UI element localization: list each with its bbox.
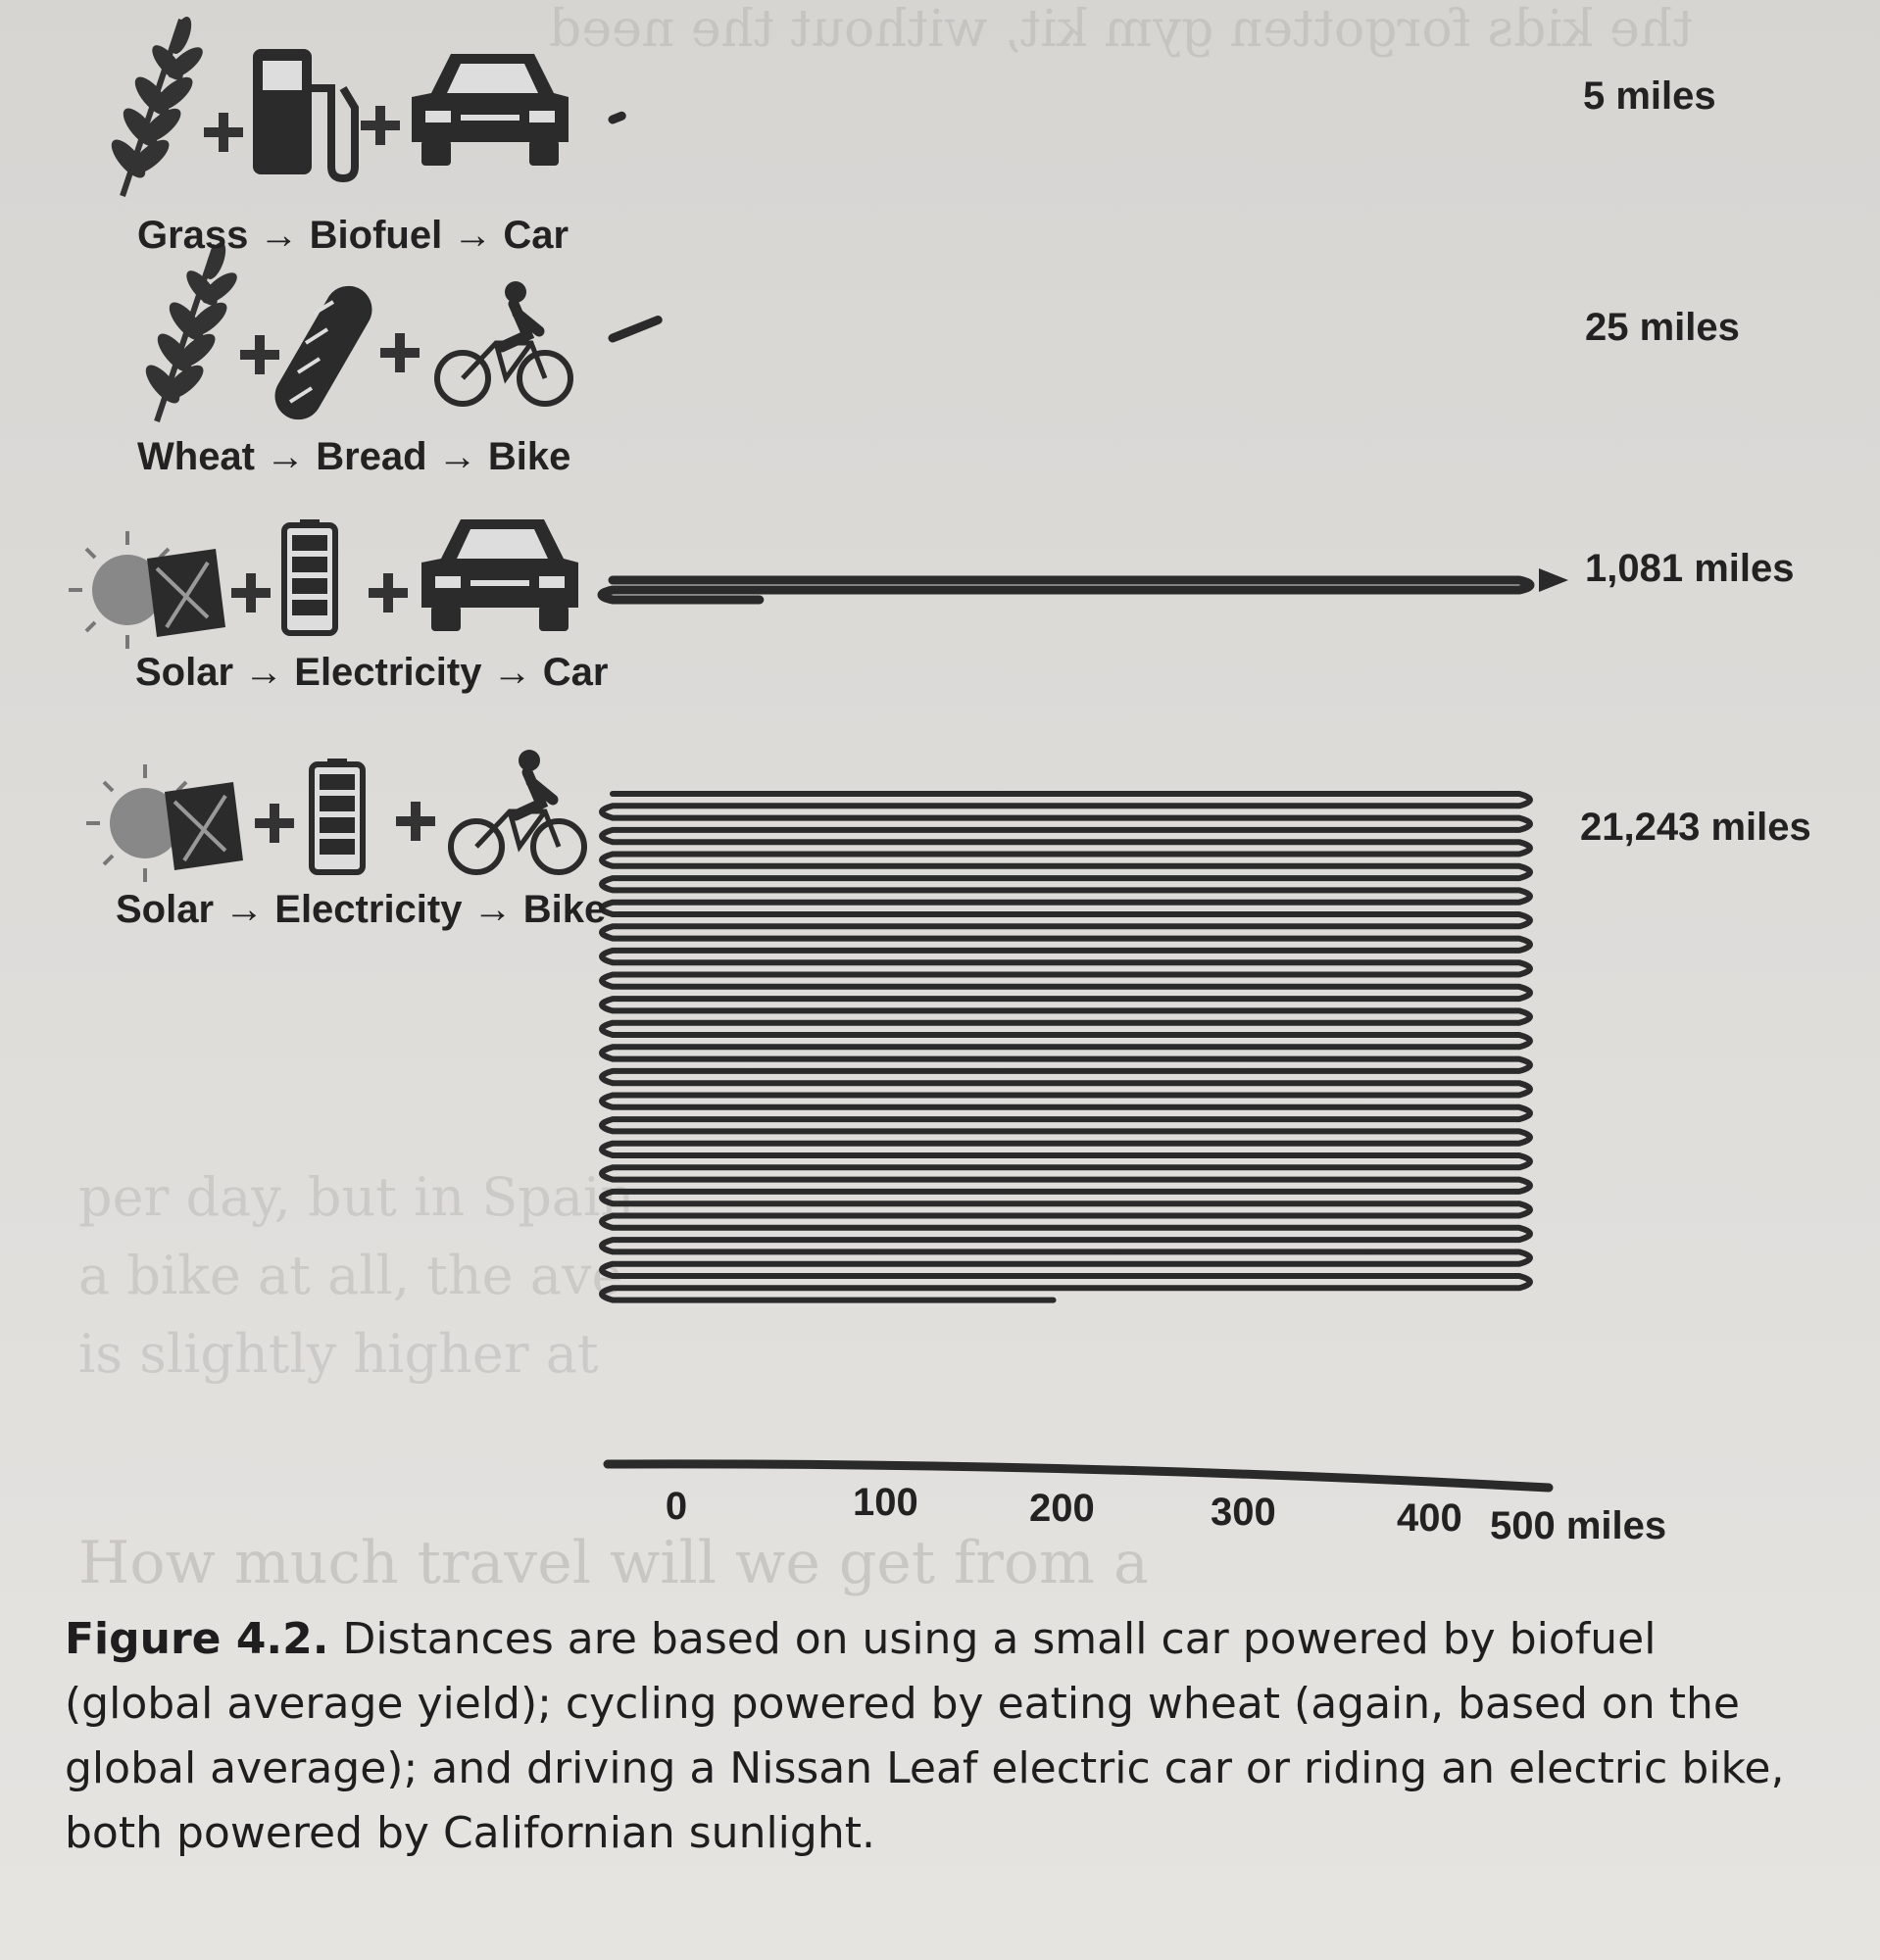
cyclist-icon bbox=[437, 281, 570, 404]
arrow-head-row3 bbox=[1539, 568, 1568, 592]
value-label-row4: 21,243 miles bbox=[1580, 806, 1811, 849]
plus-icon bbox=[369, 573, 408, 612]
row-label-wheat-bread-bike: Wheat → Bread → Bike bbox=[137, 435, 571, 478]
show-through-text: per day, but in Spain bbox=[78, 1166, 635, 1228]
plus-icon bbox=[204, 113, 243, 152]
solar-panel-icon bbox=[165, 782, 243, 870]
row-label-solar-electricity-car: Solar → Electricity → Car bbox=[135, 651, 609, 694]
show-through-text: the kids forgotten gym kit, without the need bbox=[549, 0, 1694, 59]
car-icon bbox=[421, 519, 578, 631]
cyclist-icon bbox=[451, 750, 584, 872]
distance-line-row4 bbox=[602, 794, 1530, 1300]
x-tick-label: 100 bbox=[853, 1481, 918, 1524]
row-label-solar-electricity-bike: Solar → Electricity → Bike bbox=[116, 888, 607, 931]
plus-icon bbox=[231, 573, 271, 612]
x-tick-label: 200 bbox=[1029, 1487, 1095, 1530]
row2-icons bbox=[140, 239, 570, 427]
bread-icon bbox=[267, 277, 381, 428]
value-label-row1: 5 miles bbox=[1583, 74, 1716, 118]
value-label-row2: 25 miles bbox=[1585, 306, 1740, 349]
plus-icon bbox=[255, 804, 294, 843]
x-tick-label: 0 bbox=[665, 1485, 688, 1528]
figure-caption bbox=[65, 1607, 1790, 1866]
fuel-pump-icon bbox=[253, 49, 355, 178]
car-icon bbox=[412, 54, 569, 166]
show-through-text: is slightly higher at bbox=[78, 1323, 599, 1385]
distance-line-row1 bbox=[613, 116, 621, 120]
distance-line-row3 bbox=[602, 580, 1530, 600]
show-through-text: a bike at all, the ave bbox=[78, 1245, 623, 1306]
row-label-grass-biofuel-car: Grass → Biofuel → Car bbox=[137, 214, 569, 257]
caption-text: Distances are based on using a small car powered by biofuel (global average yield); cycling powered by eating wheat (again, based on the global average); and driving a Nissan Leaf electric car or riding an electric bike, both powered by Californian sunlight. bbox=[65, 1614, 1785, 1858]
value-label-row3: 1,081 miles bbox=[1585, 547, 1795, 590]
distance-line-row2 bbox=[613, 320, 658, 339]
x-axis bbox=[608, 1464, 1666, 1547]
plus-icon bbox=[380, 333, 420, 372]
show-through-text: How much travel will we get from a bbox=[78, 1529, 1149, 1597]
x-tick-label: 500 miles bbox=[1490, 1504, 1667, 1547]
figure-number: Figure 4.2. bbox=[65, 1614, 329, 1664]
wheat-icon bbox=[140, 239, 242, 421]
distance-lines bbox=[602, 116, 1568, 1299]
battery-icon bbox=[312, 759, 363, 872]
row4-icons bbox=[86, 750, 584, 882]
x-tick-label: 400 bbox=[1397, 1496, 1462, 1540]
solar-panel-icon bbox=[147, 549, 225, 637]
row1-icons bbox=[106, 14, 569, 196]
axis-line bbox=[608, 1464, 1549, 1488]
battery-icon bbox=[284, 519, 335, 633]
row3-icons bbox=[69, 519, 578, 649]
plus-icon bbox=[361, 106, 400, 145]
plus-icon bbox=[396, 802, 435, 841]
plus-icon bbox=[240, 335, 279, 374]
wheat-icon bbox=[106, 14, 208, 196]
x-tick-label: 300 bbox=[1211, 1491, 1276, 1534]
